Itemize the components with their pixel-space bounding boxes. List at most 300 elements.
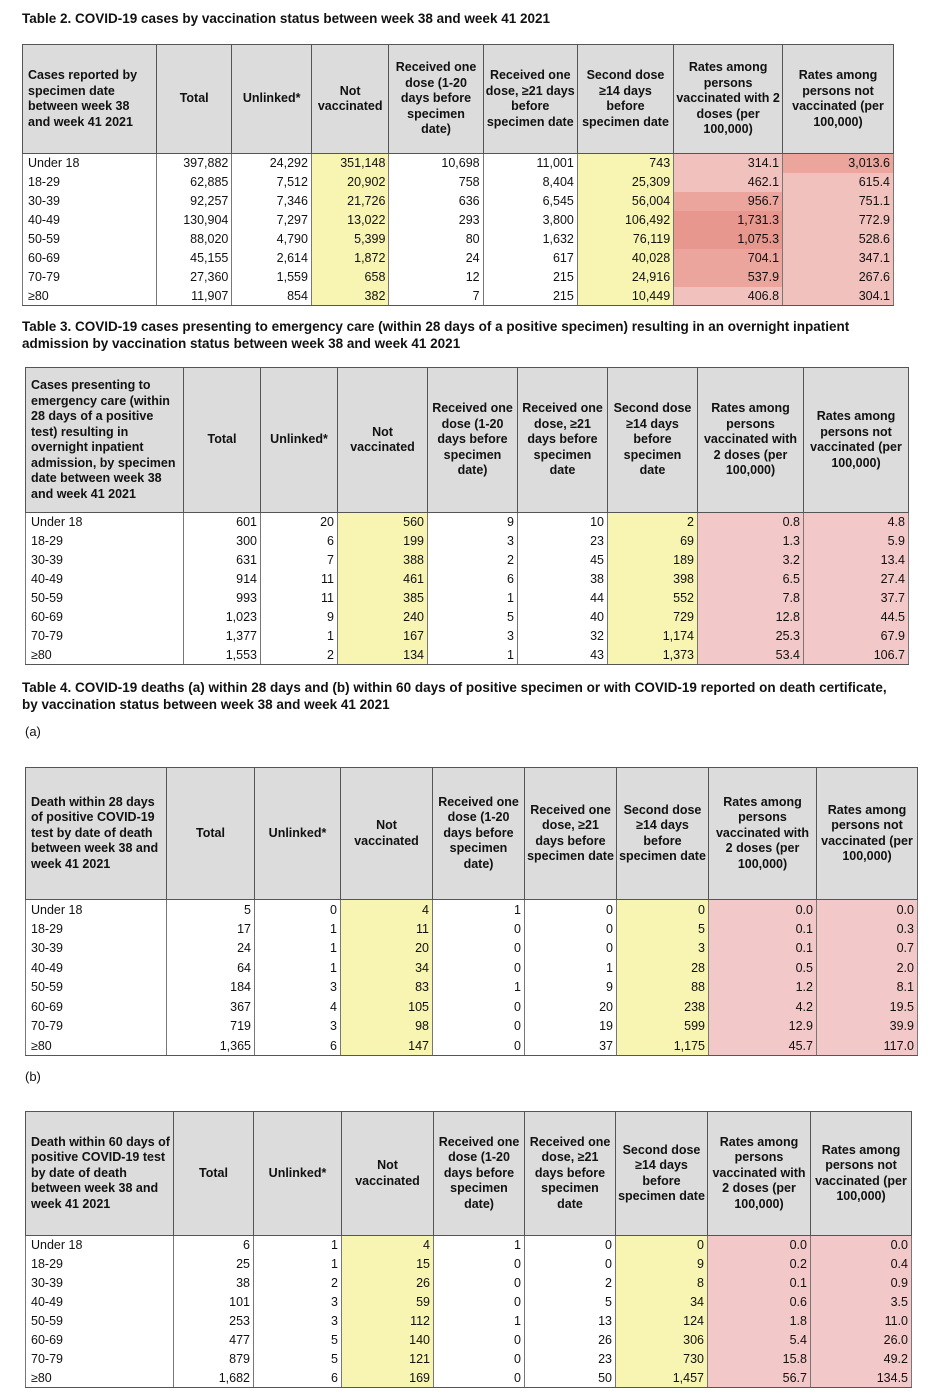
cell-second-dose: 1,174 [608, 627, 698, 646]
cell-age-group: 60-69 [23, 249, 157, 268]
cell-total: 25 [174, 1255, 254, 1274]
cell-not-vaccinated: 461 [338, 570, 428, 589]
cell-second-dose: 1,373 [608, 646, 698, 665]
cell-rate-not-vaccinated: 39.9 [817, 1017, 918, 1037]
cell-total: 631 [184, 551, 261, 570]
header-second-dose: Second dose ≥14 days before specimen date [608, 368, 698, 513]
cell-one-dose-1-20-days: 1 [428, 589, 518, 608]
cell-one-dose-21-days: 9 [525, 978, 617, 998]
table-row [23, 211, 894, 230]
header-total: Total [184, 368, 261, 513]
cell-second-dose: 238 [617, 997, 709, 1017]
cell-one-dose-1-20-days: 0 [433, 1017, 525, 1037]
cell-age-group: 50-59 [26, 1312, 174, 1331]
cell-rate-not-vaccinated: 27.4 [804, 570, 909, 589]
cell-not-vaccinated: 13,022 [311, 211, 388, 230]
cell-second-dose: 124 [616, 1312, 708, 1331]
cell-rate-vaccinated: 0.1 [709, 919, 817, 939]
cell-second-dose: 106,492 [577, 211, 673, 230]
cell-one-dose-21-days: 26 [525, 1331, 616, 1350]
table-row [26, 608, 909, 627]
cell-second-dose: 5 [617, 919, 709, 939]
cell-one-dose-21-days: 13 [525, 1312, 616, 1331]
table-4a-label: (a) [25, 724, 41, 739]
cell-not-vaccinated: 20 [341, 939, 433, 959]
cell-not-vaccinated: 21,726 [311, 192, 388, 211]
cell-rate-not-vaccinated: 5.9 [804, 532, 909, 551]
cell-not-vaccinated: 658 [311, 268, 388, 287]
cell-not-vaccinated: 240 [338, 608, 428, 627]
table-row [26, 919, 918, 939]
cell-age-group: Under 18 [26, 900, 167, 920]
cell-one-dose-1-20-days: 1 [434, 1236, 525, 1255]
cell-total: 300 [184, 532, 261, 551]
cell-rate-vaccinated: 45.7 [709, 1036, 817, 1056]
cell-age-group: 70-79 [26, 1017, 167, 1037]
cell-second-dose: 24,916 [577, 268, 673, 287]
cell-age-group: 50-59 [23, 230, 157, 249]
table-row [26, 997, 918, 1017]
cell-rate-not-vaccinated: 4.8 [804, 513, 909, 532]
cell-total: 1,365 [167, 1036, 255, 1056]
cell-not-vaccinated: 167 [338, 627, 428, 646]
cell-age-group: 18-29 [23, 173, 157, 192]
cell-age-group: ≥80 [26, 1036, 167, 1056]
cell-rate-vaccinated: 0.0 [709, 900, 817, 920]
cell-rate-not-vaccinated: 304.1 [783, 287, 894, 306]
cell-unlinked: 1 [261, 627, 338, 646]
cell-second-dose: 306 [616, 1331, 708, 1350]
cell-not-vaccinated: 5,399 [311, 230, 388, 249]
cell-one-dose-21-days: 23 [525, 1350, 616, 1369]
cell-second-dose: 88 [617, 978, 709, 998]
cell-one-dose-1-20-days: 80 [389, 230, 483, 249]
cell-rate-vaccinated: 314.1 [674, 154, 783, 173]
cell-age-group: 40-49 [26, 958, 167, 978]
cell-second-dose: 189 [608, 551, 698, 570]
cell-second-dose: 28 [617, 958, 709, 978]
header-one-dose-21-days: Received one dose, ≥21 days before specimen date [483, 45, 577, 154]
cell-one-dose-1-20-days: 293 [389, 211, 483, 230]
cell-rate-not-vaccinated: 19.5 [817, 997, 918, 1017]
header-rate-vaccinated: Rates among persons vaccinated with 2 doses (per 100,000) [708, 1112, 811, 1236]
cell-total: 6 [174, 1236, 254, 1255]
cell-one-dose-1-20-days: 0 [433, 939, 525, 959]
cell-unlinked: 1 [255, 958, 341, 978]
cell-second-dose: 0 [616, 1236, 708, 1255]
cell-not-vaccinated: 382 [311, 287, 388, 306]
cell-rate-vaccinated: 53.4 [698, 646, 804, 665]
cell-rate-not-vaccinated: 117.0 [817, 1036, 918, 1056]
table-row [26, 1350, 912, 1369]
table-row [26, 551, 909, 570]
header-rate-vaccinated: Rates among persons vaccinated with 2 doses (per 100,000) [709, 768, 817, 900]
cell-unlinked: 2,614 [232, 249, 312, 268]
cell-rate-not-vaccinated: 528.6 [783, 230, 894, 249]
cell-not-vaccinated: 169 [342, 1369, 434, 1388]
table-3 [25, 367, 909, 665]
cell-second-dose: 1,175 [617, 1036, 709, 1056]
cell-second-dose: 743 [577, 154, 673, 173]
cell-rate-vaccinated: 1.8 [708, 1312, 811, 1331]
cell-not-vaccinated: 140 [342, 1331, 434, 1350]
cell-total: 5 [167, 900, 255, 920]
table-row [26, 1312, 912, 1331]
cell-not-vaccinated: 83 [341, 978, 433, 998]
cell-rate-vaccinated: 4.2 [709, 997, 817, 1017]
cell-unlinked: 854 [232, 287, 312, 306]
cell-unlinked: 7,346 [232, 192, 312, 211]
cell-rate-not-vaccinated: 134.5 [811, 1369, 912, 1388]
header-rate-not-vaccinated: Rates among persons not vaccinated (per 100,000) [783, 45, 894, 154]
cell-one-dose-1-20-days: 0 [434, 1255, 525, 1274]
cell-age-group: 70-79 [26, 627, 184, 646]
table-row [23, 268, 894, 287]
cell-age-group: 60-69 [26, 997, 167, 1017]
table-2-caption: Table 2. COVID-19 cases by vaccination status between week 38 and week 41 2021 [22, 11, 551, 26]
cell-not-vaccinated: 112 [342, 1312, 434, 1331]
header-age-group: Cases presenting to emergency care (within 28 days of a positive test) resulting in overnight inpatient admission, by specimen date between week 38 and week 41 2021 [26, 368, 184, 513]
cell-one-dose-21-days: 0 [525, 900, 617, 920]
cell-not-vaccinated: 147 [341, 1036, 433, 1056]
cell-one-dose-1-20-days: 7 [389, 287, 483, 306]
cell-one-dose-1-20-days: 12 [389, 268, 483, 287]
cell-not-vaccinated: 134 [338, 646, 428, 665]
header-one-dose-21-days: Received one dose, ≥21 days before specimen date [525, 768, 617, 900]
cell-one-dose-1-20-days: 3 [428, 532, 518, 551]
cell-one-dose-1-20-days: 0 [433, 1036, 525, 1056]
cell-total: 397,882 [157, 154, 232, 173]
cell-not-vaccinated: 388 [338, 551, 428, 570]
cell-total: 184 [167, 978, 255, 998]
cell-not-vaccinated: 4 [342, 1236, 434, 1255]
cell-unlinked: 6 [254, 1369, 342, 1388]
cell-rate-vaccinated: 0.0 [708, 1236, 811, 1255]
cell-total: 27,360 [157, 268, 232, 287]
cell-total: 1,682 [174, 1369, 254, 1388]
table-row [26, 1331, 912, 1350]
cell-rate-not-vaccinated: 347.1 [783, 249, 894, 268]
table-row [26, 627, 909, 646]
cell-rate-not-vaccinated: 11.0 [811, 1312, 912, 1331]
cell-rate-not-vaccinated: 615.4 [783, 173, 894, 192]
cell-rate-not-vaccinated: 44.5 [804, 608, 909, 627]
cell-second-dose: 3 [617, 939, 709, 959]
cell-one-dose-1-20-days: 0 [433, 997, 525, 1017]
cell-not-vaccinated: 560 [338, 513, 428, 532]
table-row [26, 1255, 912, 1274]
cell-unlinked: 6 [255, 1036, 341, 1056]
cell-second-dose: 25,309 [577, 173, 673, 192]
header-second-dose: Second dose ≥14 days before specimen date [616, 1112, 708, 1236]
cell-unlinked: 4 [255, 997, 341, 1017]
cell-age-group: Under 18 [26, 513, 184, 532]
table-row [26, 646, 909, 665]
cell-age-group: 18-29 [26, 919, 167, 939]
header-total: Total [174, 1112, 254, 1236]
cell-one-dose-21-days: 10 [518, 513, 608, 532]
cell-age-group: Under 18 [23, 154, 157, 173]
cell-rate-vaccinated: 0.5 [709, 958, 817, 978]
header-age-group: Death within 60 days of positive COVID-19 test by date of death between week 38 and week 41 2021 [26, 1112, 174, 1236]
cell-unlinked: 0 [255, 900, 341, 920]
cell-total: 64 [167, 958, 255, 978]
cell-not-vaccinated: 385 [338, 589, 428, 608]
cell-not-vaccinated: 1,872 [311, 249, 388, 268]
header-age-group: Death within 28 days of positive COVID-19 test by date of death between week 38 and week 41 2021 [26, 768, 167, 900]
cell-one-dose-1-20-days: 1 [433, 978, 525, 998]
header-not-vaccinated: Not vaccinated [341, 768, 433, 900]
header-one-dose-1-20-days: Received one dose (1-20 days before specimen date) [389, 45, 483, 154]
cell-rate-vaccinated: 1,731.3 [674, 211, 783, 230]
cell-rate-vaccinated: 6.5 [698, 570, 804, 589]
table-row [23, 192, 894, 211]
cell-unlinked: 11 [261, 570, 338, 589]
cell-rate-not-vaccinated: 3.5 [811, 1293, 912, 1312]
cell-age-group: Under 18 [26, 1236, 174, 1255]
cell-age-group: 40-49 [23, 211, 157, 230]
table-4-caption: Table 4. COVID-19 deaths (a) within 28 days and (b) within 60 days of positive specimen or with COVID-19 reported on death certificate, by vaccination status between week 38 and week 41 2021 [22, 680, 887, 712]
header-one-dose-1-20-days: Received one dose (1-20 days before specimen date) [434, 1112, 525, 1236]
cell-age-group: 60-69 [26, 608, 184, 627]
cell-unlinked: 24,292 [232, 154, 312, 173]
cell-not-vaccinated: 121 [342, 1350, 434, 1369]
cell-total: 367 [167, 997, 255, 1017]
cell-rate-vaccinated: 0.2 [708, 1255, 811, 1274]
cell-total: 38 [174, 1274, 254, 1293]
cell-rate-vaccinated: 5.4 [708, 1331, 811, 1350]
cell-total: 17 [167, 919, 255, 939]
cell-rate-not-vaccinated: 37.7 [804, 589, 909, 608]
header-unlinked: Unlinked* [232, 45, 312, 154]
cell-total: 101 [174, 1293, 254, 1312]
cell-second-dose: 599 [617, 1017, 709, 1037]
cell-rate-not-vaccinated: 26.0 [811, 1331, 912, 1350]
cell-age-group: 30-39 [26, 939, 167, 959]
cell-unlinked: 1 [254, 1255, 342, 1274]
cell-unlinked: 20 [261, 513, 338, 532]
cell-unlinked: 3 [254, 1293, 342, 1312]
cell-rate-vaccinated: 25.3 [698, 627, 804, 646]
cell-rate-vaccinated: 704.1 [674, 249, 783, 268]
cell-age-group: 60-69 [26, 1331, 174, 1350]
cell-one-dose-1-20-days: 1 [434, 1312, 525, 1331]
table-row [23, 173, 894, 192]
cell-rate-not-vaccinated: 0.9 [811, 1274, 912, 1293]
cell-one-dose-21-days: 5 [525, 1293, 616, 1312]
cell-one-dose-21-days: 215 [483, 268, 577, 287]
cell-rate-vaccinated: 0.1 [709, 939, 817, 959]
cell-rate-vaccinated: 0.8 [698, 513, 804, 532]
cell-not-vaccinated: 98 [341, 1017, 433, 1037]
header-one-dose-21-days: Received one dose, ≥21 days before specimen date [518, 368, 608, 513]
cell-total: 879 [174, 1350, 254, 1369]
header-rate-not-vaccinated: Rates among persons not vaccinated (per 100,000) [817, 768, 918, 900]
cell-total: 1,023 [184, 608, 261, 627]
cell-total: 253 [174, 1312, 254, 1331]
cell-one-dose-21-days: 11,001 [483, 154, 577, 173]
table-row [26, 978, 918, 998]
cell-total: 92,257 [157, 192, 232, 211]
cell-unlinked: 9 [261, 608, 338, 627]
cell-total: 914 [184, 570, 261, 589]
cell-unlinked: 1 [255, 939, 341, 959]
cell-total: 45,155 [157, 249, 232, 268]
cell-second-dose: 730 [616, 1350, 708, 1369]
cell-one-dose-21-days: 3,800 [483, 211, 577, 230]
cell-one-dose-21-days: 0 [525, 1236, 616, 1255]
cell-rate-not-vaccinated: 267.6 [783, 268, 894, 287]
table-4a [25, 767, 918, 1056]
cell-second-dose: 40,028 [577, 249, 673, 268]
cell-one-dose-1-20-days: 5 [428, 608, 518, 627]
header-second-dose: Second dose ≥14 days before specimen date [577, 45, 673, 154]
cell-one-dose-1-20-days: 1 [433, 900, 525, 920]
cell-not-vaccinated: 59 [342, 1293, 434, 1312]
cell-age-group: 70-79 [23, 268, 157, 287]
header-rate-not-vaccinated: Rates among persons not vaccinated (per 100,000) [811, 1112, 912, 1236]
cell-rate-vaccinated: 56.7 [708, 1369, 811, 1388]
cell-total: 719 [167, 1017, 255, 1037]
cell-one-dose-21-days: 20 [525, 997, 617, 1017]
cell-not-vaccinated: 15 [342, 1255, 434, 1274]
cell-one-dose-21-days: 8,404 [483, 173, 577, 192]
header-unlinked: Unlinked* [254, 1112, 342, 1236]
cell-one-dose-21-days: 37 [525, 1036, 617, 1056]
cell-total: 1,553 [184, 646, 261, 665]
cell-one-dose-1-20-days: 10,698 [389, 154, 483, 173]
header-not-vaccinated: Not vaccinated [311, 45, 388, 154]
cell-one-dose-21-days: 38 [518, 570, 608, 589]
cell-rate-not-vaccinated: 2.0 [817, 958, 918, 978]
cell-one-dose-1-20-days: 6 [428, 570, 518, 589]
table-3-caption: Table 3. COVID-19 cases presenting to emergency care (within 28 days of a positive specimen) resulting in an overnight inpatient admission by vaccination status between week 38 and week 41 2021 [22, 319, 850, 351]
cell-age-group: 50-59 [26, 978, 167, 998]
header-second-dose: Second dose ≥14 days before specimen date [617, 768, 709, 900]
cell-total: 1,377 [184, 627, 261, 646]
cell-unlinked: 5 [254, 1350, 342, 1369]
table-row [26, 513, 909, 532]
cell-unlinked: 1 [255, 919, 341, 939]
cell-unlinked: 5 [254, 1331, 342, 1350]
cell-rate-not-vaccinated: 3,013.6 [783, 154, 894, 173]
header-one-dose-1-20-days: Received one dose (1-20 days before specimen date) [433, 768, 525, 900]
cell-age-group: 30-39 [26, 1274, 174, 1293]
cell-rate-not-vaccinated: 0.4 [811, 1255, 912, 1274]
cell-unlinked: 7,297 [232, 211, 312, 230]
cell-one-dose-21-days: 0 [525, 919, 617, 939]
table-row [23, 154, 894, 173]
cell-one-dose-21-days: 1,632 [483, 230, 577, 249]
cell-unlinked: 6 [261, 532, 338, 551]
cell-one-dose-21-days: 23 [518, 532, 608, 551]
cell-rate-not-vaccinated: 0.0 [817, 900, 918, 920]
cell-one-dose-1-20-days: 24 [389, 249, 483, 268]
cell-one-dose-1-20-days: 0 [434, 1369, 525, 1388]
cell-total: 477 [174, 1331, 254, 1350]
cell-total: 601 [184, 513, 261, 532]
cell-one-dose-1-20-days: 0 [434, 1293, 525, 1312]
cell-rate-vaccinated: 7.8 [698, 589, 804, 608]
cell-age-group: 30-39 [23, 192, 157, 211]
cell-one-dose-1-20-days: 2 [428, 551, 518, 570]
cell-second-dose: 69 [608, 532, 698, 551]
cell-unlinked: 1 [254, 1236, 342, 1255]
cell-total: 88,020 [157, 230, 232, 249]
cell-second-dose: 1,457 [616, 1369, 708, 1388]
cell-unlinked: 3 [254, 1312, 342, 1331]
cell-one-dose-21-days: 32 [518, 627, 608, 646]
header-rate-vaccinated: Rates among persons vaccinated with 2 doses (per 100,000) [674, 45, 783, 154]
cell-second-dose: 9 [616, 1255, 708, 1274]
cell-one-dose-1-20-days: 0 [434, 1350, 525, 1369]
cell-one-dose-21-days: 2 [525, 1274, 616, 1293]
cell-second-dose: 729 [608, 608, 698, 627]
cell-one-dose-21-days: 0 [525, 939, 617, 959]
cell-rate-vaccinated: 1,075.3 [674, 230, 783, 249]
cell-second-dose: 56,004 [577, 192, 673, 211]
header-rate-vaccinated: Rates among persons vaccinated with 2 doses (per 100,000) [698, 368, 804, 513]
cell-not-vaccinated: 105 [341, 997, 433, 1017]
cell-unlinked: 11 [261, 589, 338, 608]
cell-one-dose-21-days: 617 [483, 249, 577, 268]
table-2 [22, 44, 894, 306]
cell-rate-vaccinated: 462.1 [674, 173, 783, 192]
cell-one-dose-21-days: 6,545 [483, 192, 577, 211]
table-4b-label: (b) [25, 1069, 41, 1084]
cell-rate-not-vaccinated: 0.7 [817, 939, 918, 959]
cell-second-dose: 10,449 [577, 287, 673, 306]
cell-one-dose-21-days: 43 [518, 646, 608, 665]
cell-unlinked: 7,512 [232, 173, 312, 192]
header-rate-not-vaccinated: Rates among persons not vaccinated (per 100,000) [804, 368, 909, 513]
cell-unlinked: 7 [261, 551, 338, 570]
cell-rate-vaccinated: 12.8 [698, 608, 804, 627]
cell-total: 62,885 [157, 173, 232, 192]
header-not-vaccinated: Not vaccinated [338, 368, 428, 513]
cell-unlinked: 3 [255, 1017, 341, 1037]
cell-not-vaccinated: 11 [341, 919, 433, 939]
header-total: Total [157, 45, 232, 154]
table-row [23, 230, 894, 249]
cell-one-dose-21-days: 1 [525, 958, 617, 978]
table-row [26, 1036, 918, 1056]
cell-age-group: 18-29 [26, 532, 184, 551]
cell-rate-not-vaccinated: 8.1 [817, 978, 918, 998]
table-row [23, 249, 894, 268]
cell-not-vaccinated: 20,902 [311, 173, 388, 192]
table-row [26, 1293, 912, 1312]
table-row [26, 1274, 912, 1293]
cell-total: 11,907 [157, 287, 232, 306]
cell-not-vaccinated: 199 [338, 532, 428, 551]
cell-rate-not-vaccinated: 0.0 [811, 1236, 912, 1255]
cell-rate-vaccinated: 12.9 [709, 1017, 817, 1037]
cell-rate-not-vaccinated: 67.9 [804, 627, 909, 646]
cell-rate-not-vaccinated: 751.1 [783, 192, 894, 211]
cell-age-group: 40-49 [26, 1293, 174, 1312]
cell-total: 24 [167, 939, 255, 959]
cell-one-dose-1-20-days: 0 [433, 958, 525, 978]
cell-unlinked: 2 [254, 1274, 342, 1293]
cell-one-dose-1-20-days: 9 [428, 513, 518, 532]
cell-one-dose-1-20-days: 1 [428, 646, 518, 665]
cell-rate-vaccinated: 406.8 [674, 287, 783, 306]
cell-rate-not-vaccinated: 106.7 [804, 646, 909, 665]
cell-one-dose-1-20-days: 0 [433, 919, 525, 939]
cell-age-group: ≥80 [26, 1369, 174, 1388]
cell-one-dose-21-days: 0 [525, 1255, 616, 1274]
